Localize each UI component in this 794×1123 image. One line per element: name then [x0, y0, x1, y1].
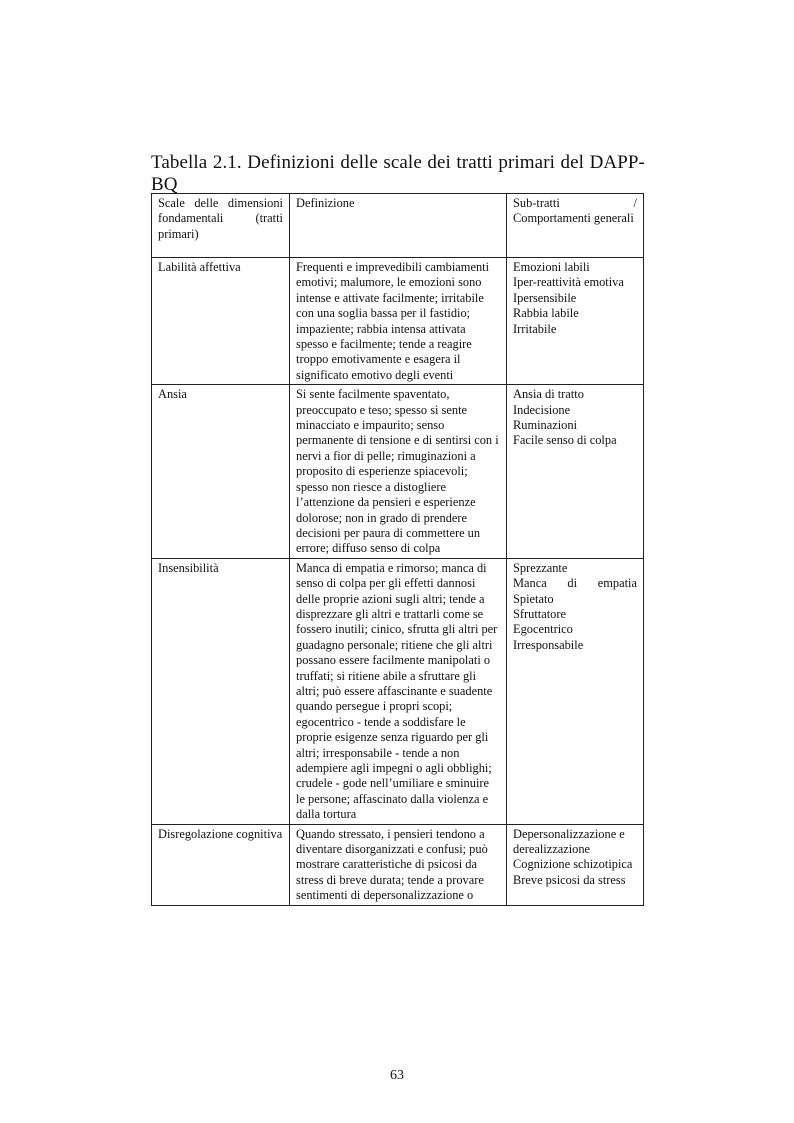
scale-name: Labilità affettiva	[152, 258, 290, 385]
subtrait-item: Rabbia labile	[513, 306, 579, 321]
subtrait-item: Emozioni labili	[513, 260, 590, 274]
subtrait-item: Manca di empatia	[513, 576, 637, 591]
definition-cell: Quando stressato, i pensieri tendono a diventare disorganizzati e confusi; può mostrare caratteristiche di psicosi da stress di breve durata; tende a provare sentimenti di depersonalizzazione o	[290, 824, 507, 905]
subtrait-item: Sfruttatore	[513, 606, 566, 621]
definition-cell: Si sente facilmente spaventato, preoccupato e teso; spesso si sente minacciato e impaurito; senso permanente di tensione e di sentirsi con i nervi a fior di pelle; rimuginazioni a proposito di esperienze spiacevoli; spesso non riesce a distogliere l’attenzione da pensieri e esperienze dolorose; non in grado di prendere decisioni per paura di commettere un errore; diffuso senso di colpa	[290, 385, 507, 558]
subtrait-item: Irresponsabile	[513, 637, 584, 652]
table-row	[152, 824, 644, 905]
subtrait-item: Iper-reattività emotiva	[513, 275, 624, 290]
subtrait-item: Irritabile	[513, 321, 557, 336]
header-scale: Scale delle dimensioni fondamentali (tratti primari)	[152, 194, 290, 258]
subtrait-item: Facile senso di colpa	[513, 433, 617, 448]
subtrait-item: Ansia di tratto	[513, 387, 584, 402]
subtrait-item: Cognizione schizotipica	[513, 857, 633, 872]
table-row	[152, 258, 644, 385]
subtraits-cell	[507, 824, 644, 905]
table-row	[152, 558, 644, 824]
subtrait-item: Breve psicosi da stress	[513, 872, 626, 887]
subtrait-item: Ruminazioni	[513, 418, 578, 433]
header-subtraits: Sub-tratti / Comportamenti generali	[507, 194, 644, 258]
table-caption: Tabella 2.1. Definizioni delle scale dei tratti primari del DAPP-BQ	[151, 152, 645, 195]
definition-cell: Manca di empatia e rimorso; manca di senso di colpa per gli effetti dannosi delle proprie azioni sugli altri; tende a disprezzare gli altri e trattarli come se fossero inutili; cinico, sfrutta gli altri per guadagno personale; ritiene che gli altri possano essere facilmente manipolati o truffati; si ritiene abile a sfruttare gli altri; può essere affascinante e suadente quando persegue i propri scopi; egocentrico - tende a soddisfare le proprie esigenze senza riguardo per gli altri; irresponsabile - tende a non adempiere agli impegni o agli obblighi; crudele - gode nell’umiliare e sminuire le persone; affascinato dalla violenza e dalla tortura	[290, 558, 507, 824]
scale-name: Disregolazione cognitiva	[152, 824, 290, 905]
subtraits-cell	[507, 258, 644, 385]
table-header-row	[152, 194, 644, 258]
subtrait-item: Depersonalizzazione e derealizzazione	[513, 826, 625, 857]
subtrait-item: Ipersensibile	[513, 290, 577, 305]
subtrait-item: Egocentrico	[513, 622, 573, 637]
subtraits-cell	[507, 558, 644, 824]
header-definition: Definizione	[290, 194, 507, 258]
subtrait-item: Indecisione	[513, 402, 571, 417]
subtrait-item: Spietato	[513, 591, 554, 606]
scale-name: Ansia	[152, 385, 290, 558]
definition-cell: Frequenti e imprevedibili cambiamenti emotivi; malumore, le emozioni sono intense e attivate facilmente; irritabile con una soglia bassa per il fastidio; impaziente; rabbia intensa attivata spesso e facilmente; tende a reagire troppo emotivamente e esagera il significato emotivo degli eventi	[290, 258, 507, 385]
subtrait-item: Sprezzante	[513, 560, 568, 575]
subtraits-cell	[507, 385, 644, 558]
table-row	[152, 385, 644, 558]
traits-table	[151, 193, 644, 906]
scale-name: Insensibilità	[152, 558, 290, 824]
page-number: 63	[390, 1068, 404, 1083]
